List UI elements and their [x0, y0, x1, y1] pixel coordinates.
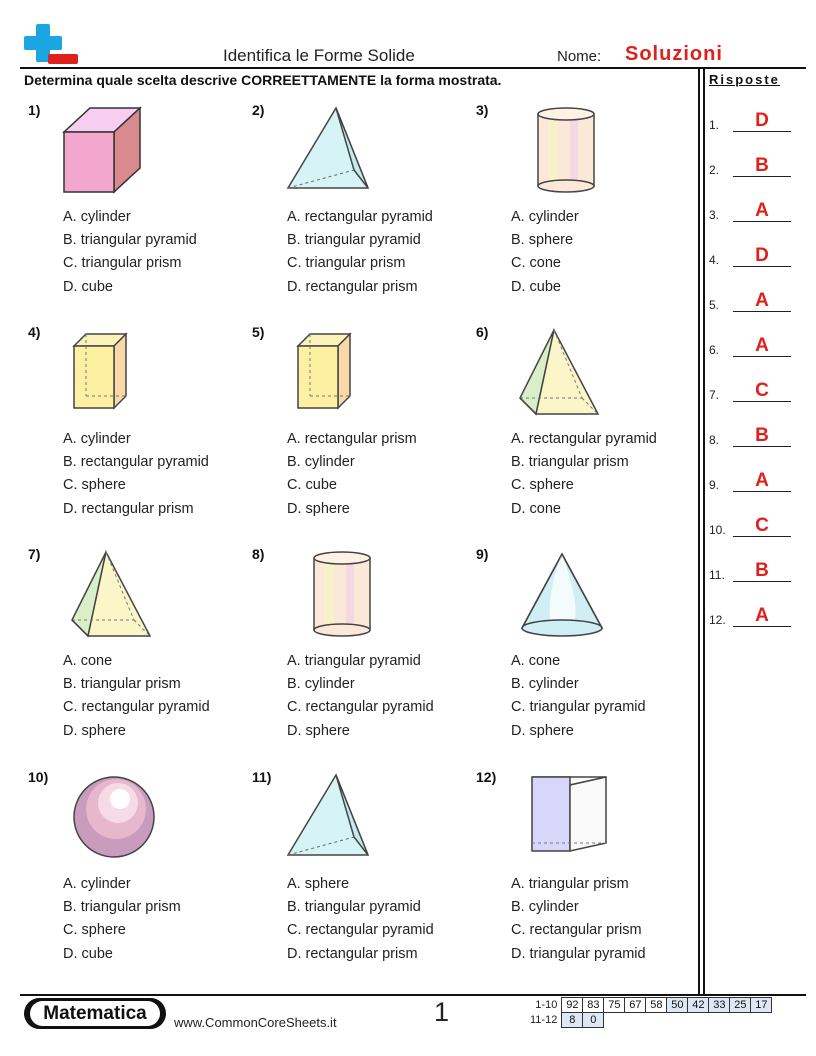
answer-option: C. sphere	[511, 477, 574, 494]
answer-letter: B	[755, 155, 769, 176]
answer-number: 5.	[709, 298, 720, 312]
question-number: 9)	[476, 546, 489, 562]
question-1	[28, 102, 243, 317]
answer-option: A. cone	[63, 653, 113, 669]
answer-option: D. rectangular prism	[63, 500, 194, 517]
answer-row	[709, 335, 799, 359]
answer-option: B. triangular pyramid	[287, 899, 421, 916]
answer-option: B. triangular prism	[511, 454, 629, 471]
answer-letter: A	[755, 290, 769, 311]
answer-row	[709, 200, 799, 224]
answer-number: 10.	[709, 523, 726, 537]
question-number: 2)	[252, 102, 265, 118]
instructions: Determina quale scelta descrive CORREETTAMENTE la forma mostrata.	[24, 72, 502, 88]
score-cell: 25	[730, 998, 751, 1013]
answer-option: C. cone	[511, 255, 561, 272]
score-cell: 92	[562, 998, 583, 1013]
header-divider	[20, 67, 806, 69]
question-number: 12)	[476, 769, 497, 785]
answer-options	[287, 650, 434, 743]
cylinder-figure	[502, 104, 622, 196]
cone-figure	[502, 548, 622, 640]
answer-option: C. cube	[287, 477, 337, 494]
answer-row	[709, 605, 799, 629]
answer-option: A. cylinder	[63, 209, 131, 225]
answer-option: A. rectangular pyramid	[511, 431, 657, 447]
question-number: 3)	[476, 102, 489, 118]
answer-option: D. cone	[511, 500, 561, 517]
answer-number: 12.	[709, 613, 726, 627]
answer-option: B. triangular prism	[63, 676, 181, 693]
answer-option: D. sphere	[287, 500, 350, 517]
question-number: 1)	[28, 102, 41, 118]
score-cell: 67	[625, 998, 646, 1013]
score-row-label: 1-10	[535, 999, 558, 1011]
answer-letter: C	[755, 380, 769, 401]
triangular-pyramid-figure	[278, 104, 398, 196]
answer-option: D. sphere	[63, 722, 126, 739]
answer-option: A. triangular prism	[511, 876, 629, 892]
site-url: www.CommonCoreSheets.it	[174, 1015, 337, 1030]
answer-option: C. triangular pyramid	[511, 699, 646, 716]
cube-figure	[54, 104, 174, 196]
answer-option: C. rectangular prism	[511, 922, 642, 939]
answer-option: B. cylinder	[287, 454, 355, 471]
worksheet-title: Identifica le Forme Solide	[223, 46, 415, 65]
score-cell: 42	[688, 998, 709, 1013]
answer-letter: A	[755, 605, 769, 626]
answer-number: 9.	[709, 478, 720, 492]
answer-option: C. rectangular pyramid	[287, 699, 434, 716]
answer-option: B. sphere	[511, 232, 574, 249]
question-3	[476, 102, 691, 317]
answer-number: 7.	[709, 388, 720, 402]
logo-icon	[22, 22, 80, 68]
answer-option: B. triangular pyramid	[287, 232, 421, 249]
score-cell: 8	[562, 1013, 583, 1028]
answer-option: A. rectangular prism	[287, 431, 417, 447]
answer-row	[709, 515, 799, 539]
triangular-prism-figure	[502, 771, 622, 863]
question-7	[28, 546, 243, 761]
triangular-pyramid-figure	[278, 771, 398, 863]
question-6	[476, 324, 691, 539]
answer-letter: A	[755, 335, 769, 356]
answer-option: D. sphere	[287, 722, 350, 739]
answer-letter: B	[755, 560, 769, 581]
score-row	[528, 1013, 772, 1028]
answer-option: B. triangular pyramid	[63, 232, 197, 249]
answer-option: D. cube	[63, 945, 113, 962]
question-number: 11)	[252, 769, 272, 785]
answer-letter: D	[755, 110, 769, 131]
question-number: 4)	[28, 324, 41, 340]
score-row-label: 11-12	[530, 1014, 558, 1026]
score-cell: 50	[667, 998, 688, 1013]
rectangular-prism-figure	[278, 326, 398, 418]
answer-options	[287, 873, 434, 966]
question-12	[476, 769, 691, 984]
answer-options	[511, 428, 657, 521]
answer-option: B. cylinder	[511, 676, 579, 693]
question-5	[252, 324, 467, 539]
answer-option: C. rectangular pyramid	[63, 699, 210, 716]
question-number: 8)	[252, 546, 265, 562]
answer-letter: A	[755, 200, 769, 221]
answer-option: D. sphere	[511, 722, 574, 739]
score-row	[528, 998, 772, 1013]
answer-option: A. cone	[511, 653, 561, 669]
name-label: Nome:	[557, 48, 602, 65]
question-4	[28, 324, 243, 539]
answer-option: D. cube	[511, 278, 561, 295]
question-number: 5)	[252, 324, 265, 340]
question-2	[252, 102, 467, 317]
answer-options	[63, 650, 210, 743]
answer-option: A. cylinder	[63, 876, 131, 892]
answer-number: 2.	[709, 163, 720, 177]
answer-option: D. rectangular prism	[287, 945, 418, 962]
score-cell: 33	[709, 998, 730, 1013]
answer-options	[287, 206, 433, 299]
question-number: 7)	[28, 546, 41, 562]
answer-letter: C	[755, 515, 769, 536]
answer-option: C. sphere	[63, 477, 126, 494]
answer-option: A. rectangular pyramid	[287, 209, 433, 225]
answer-options	[287, 428, 417, 521]
score-cell: 58	[646, 998, 667, 1013]
answer-options	[511, 650, 646, 743]
answer-number: 8.	[709, 433, 720, 447]
answer-row	[709, 425, 799, 449]
answer-option: A. cylinder	[511, 209, 579, 225]
answer-option: B. rectangular pyramid	[63, 454, 209, 471]
answer-option: C. sphere	[63, 922, 126, 939]
answer-option: A. cylinder	[63, 431, 131, 447]
score-cell: 83	[583, 998, 604, 1013]
question-number: 10)	[28, 769, 49, 785]
answer-option: D. rectangular prism	[287, 278, 418, 295]
name-value: Soluzioni	[625, 43, 723, 65]
brand-badge	[24, 998, 166, 1029]
score-cell: 17	[751, 998, 772, 1013]
answer-option: B. triangular prism	[63, 899, 181, 916]
answer-options	[63, 428, 209, 521]
answer-row	[709, 110, 799, 134]
question-number: 6)	[476, 324, 489, 340]
answer-row	[709, 155, 799, 179]
score-table	[528, 997, 772, 1028]
rectangular-prism-figure	[54, 326, 174, 418]
page-number: 1	[434, 997, 450, 1027]
answer-column-border	[698, 67, 700, 995]
answer-row	[709, 290, 799, 314]
answer-number: 3.	[709, 208, 720, 222]
question-8	[252, 546, 467, 761]
answer-option: B. cylinder	[287, 676, 355, 693]
answer-row	[709, 245, 799, 269]
cylinder-figure	[278, 548, 398, 640]
answer-option: D. cube	[63, 278, 113, 295]
answer-option: A. sphere	[287, 876, 350, 892]
answer-row	[709, 470, 799, 494]
answer-number: 11.	[709, 568, 725, 582]
score-cell: 0	[583, 1013, 604, 1028]
rectangular-pyramid-figure	[54, 548, 174, 640]
answer-number: 4.	[709, 253, 720, 267]
answer-letter: A	[755, 470, 769, 491]
footer-divider	[20, 994, 806, 996]
question-9	[476, 546, 691, 761]
answer-option: D. triangular pyramid	[511, 945, 646, 962]
rectangular-pyramid-figure	[502, 326, 622, 418]
sphere-figure	[54, 771, 174, 863]
answer-options	[511, 206, 579, 299]
score-cell: 75	[604, 998, 625, 1013]
answer-row	[709, 380, 799, 404]
answer-letter: D	[755, 245, 769, 266]
answer-option: C. triangular prism	[63, 255, 182, 272]
answer-option: C. triangular prism	[287, 255, 406, 272]
answer-option: A. triangular pyramid	[287, 653, 421, 669]
answer-column-border	[703, 67, 705, 995]
answer-options	[511, 873, 646, 966]
brand-label: Matematica	[30, 1001, 160, 1026]
answers-title: Risposte	[709, 72, 780, 87]
answer-row	[709, 560, 799, 584]
answer-options	[63, 873, 181, 966]
answer-option: B. cylinder	[511, 899, 579, 916]
answer-number: 6.	[709, 343, 720, 357]
answer-option: C. rectangular pyramid	[287, 922, 434, 939]
answer-number: 1.	[709, 118, 720, 132]
question-11	[252, 769, 467, 984]
question-10	[28, 769, 243, 984]
answer-options	[63, 206, 197, 299]
answer-letter: B	[755, 425, 769, 446]
